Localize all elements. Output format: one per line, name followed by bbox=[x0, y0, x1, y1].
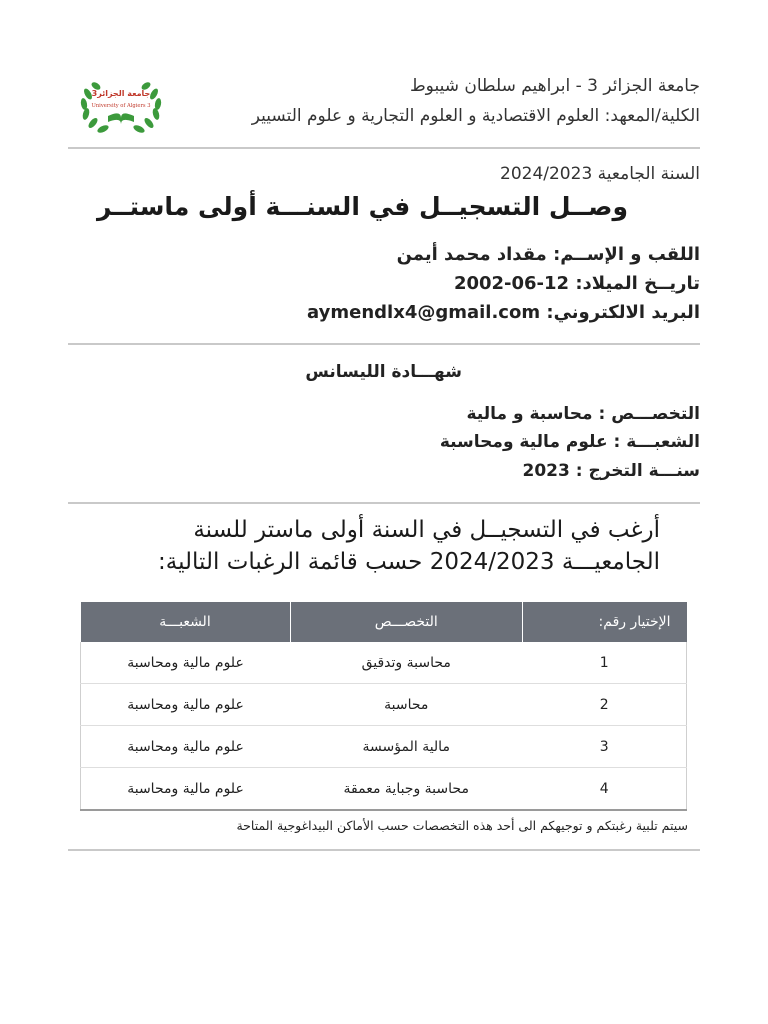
choice-number: 4 bbox=[522, 768, 686, 811]
birth-date-line bbox=[454, 273, 700, 294]
table-row bbox=[81, 726, 687, 768]
choice-branch: علوم مالية ومحاسبة bbox=[81, 642, 291, 684]
graduation-year-label: سنـــة التخرج : bbox=[575, 461, 700, 481]
table-row bbox=[81, 768, 687, 811]
student-name-line bbox=[397, 244, 700, 265]
specialty-label: التخصـــص : bbox=[598, 404, 700, 424]
choice-branch: علوم مالية ومحاسبة bbox=[81, 726, 291, 768]
table-row bbox=[81, 642, 687, 684]
column-header-choice: الإختيار رقم: bbox=[522, 602, 686, 642]
student-name: مقداد محمد أيمن bbox=[396, 244, 547, 265]
table-header-row bbox=[81, 602, 687, 642]
choice-number: 1 bbox=[522, 642, 686, 684]
birth-date-label: تاريــخ الميلاد: bbox=[575, 273, 700, 294]
footer-note: سيتم تلبية رغبتكم و توجيهكم الى أحد هذه التخصصات حسب الأماكن البيداغوجية المتاحة bbox=[236, 818, 688, 833]
graduation-year-line bbox=[522, 461, 700, 481]
university-name: جامعة الجزائر 3 - ابراهيم سلطان شيبوط bbox=[409, 76, 700, 96]
university-logo bbox=[78, 74, 164, 136]
branch-label: الشعبـــة : bbox=[613, 432, 700, 452]
divider bbox=[68, 147, 700, 149]
divider bbox=[68, 502, 700, 504]
birth-date: 2002-06-12 bbox=[453, 273, 570, 294]
branch-value: علوم مالية ومحاسبة bbox=[439, 432, 608, 452]
choice-specialty: محاسبة bbox=[290, 684, 522, 726]
faculty-name: الكلية/المعهد: العلوم الاقتصادية و العلوم التجارية و علوم التسيير bbox=[251, 106, 700, 126]
divider bbox=[68, 849, 700, 851]
table-row bbox=[81, 684, 687, 726]
certificate-title: شهـــادة الليسانس bbox=[305, 362, 462, 382]
page-title: وصــل التسجيــل في السنـــة أولى ماستــر bbox=[97, 192, 628, 221]
choice-branch: علوم مالية ومحاسبة bbox=[81, 684, 291, 726]
email-line bbox=[307, 302, 700, 323]
choices-table bbox=[80, 602, 687, 811]
specialty-line bbox=[467, 404, 701, 424]
student-name-label: اللقب و الإســم: bbox=[553, 244, 700, 265]
graduation-year-value: 2023 bbox=[522, 461, 570, 481]
logo-english-text: University of Algiers 3 bbox=[91, 103, 151, 109]
choice-specialty: محاسبة وتدقيق bbox=[290, 642, 522, 684]
choice-number: 2 bbox=[522, 684, 686, 726]
email-value: aymendlx4@gmail.com bbox=[307, 302, 541, 323]
choice-specialty: مالية المؤسسة bbox=[290, 726, 522, 768]
logo-arabic-text: جامعة الجزائر3 bbox=[91, 89, 151, 98]
branch-line bbox=[440, 432, 700, 452]
column-header-branch: الشعبـــة bbox=[81, 602, 291, 642]
academic-year: السنة الجامعية 2024/2023 bbox=[500, 164, 700, 184]
wish-statement: أرغب في التسجيــل في السنة أولى ماستر للسنة الجامعيـــة 2024/2023 حسب قائمة الرغبات التالية: bbox=[158, 517, 660, 575]
choice-branch: علوم مالية ومحاسبة bbox=[81, 768, 291, 811]
column-header-specialty: التخصـــص bbox=[290, 602, 522, 642]
choice-number: 3 bbox=[522, 726, 686, 768]
divider bbox=[68, 343, 700, 345]
email-label: البريد الالكتروني: bbox=[546, 302, 700, 323]
choice-specialty: محاسبة وجباية معمقة bbox=[290, 768, 522, 811]
specialty-value: محاسبة و مالية bbox=[466, 404, 593, 424]
